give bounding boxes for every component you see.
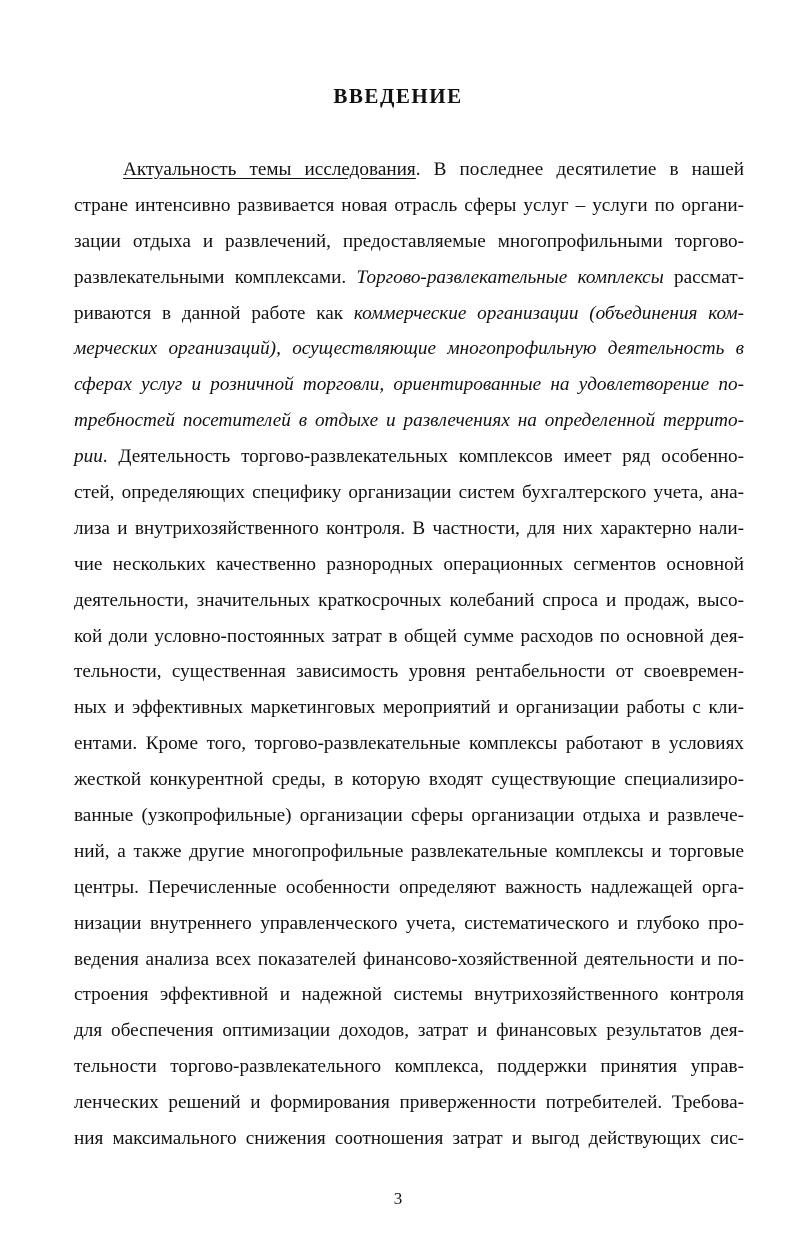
text-run: низации внутреннего управленческого учета, систематического и глубоко про- [74,912,744,934]
text-line [74,977,744,1013]
text-run: риваются в данной работе как [74,302,354,324]
italic-phrase: сферах услуг и розничной торговли, ориентированные на удовлетворение по- [74,374,744,396]
text-line [74,296,744,332]
text-run: ния максимального снижения соотношения затрат и выгод действующих сис- [74,1128,744,1150]
text-run: деятельности, значительных краткосрочных колебаний спроса и продаж, высо- [74,589,744,611]
text-line [74,367,744,403]
text-run: . Деятельность торгово-развлекательных комплексов имеет ряд особенно- [102,446,744,468]
text-line [74,260,744,296]
text-run: строения эффективной и надежной системы внутрихозяйственного контроля [74,984,744,1006]
text-line [74,1013,744,1049]
text-line [74,834,744,870]
text-run: чие нескольких качественно разнородных операционных сегментов основной [74,553,744,575]
text-line [74,439,744,475]
text-line [74,188,744,224]
text-line [74,690,744,726]
text-run: тельности, существенная зависимость уровня рентабельности от своевремен- [74,661,744,683]
text-line [74,906,744,942]
text-run: кой доли условно-постоянных затрат в общей сумме расходов по основной дея- [74,625,744,647]
text-line [74,1049,744,1085]
text-run: ведения анализа всех показателей финансово-хозяйственной деятельности и по- [74,948,744,970]
text-line [74,762,744,798]
italic-phrase: мерческих организаций), осуществляющие многопрофильную деятельность в [74,338,744,360]
text-line [74,619,744,655]
body-paragraph [74,152,744,1157]
text-run: . В последнее десятилетие в нашей [415,159,744,180]
text-run: ентами. Кроме того, торгово-развлекательные комплексы работают в условиях [74,733,744,755]
page-number: 3 [393,1189,403,1208]
italic-phrase: требностей посетителей в отдыхе и развлечениях на определенной террито- [74,410,744,432]
text-run: для обеспечения оптимизации доходов, затрат и финансовых результатов дея- [74,1020,744,1042]
italic-phrase: коммерческие организации (объединения ком- [353,302,744,324]
text-line [74,1121,744,1157]
italic-phrase: Торгово-развлекательные комплексы [356,266,664,288]
text-run: ванные (узкопрофильные) организации сферы организации отдыха и развлече- [74,805,744,827]
text-line [74,152,744,188]
text-line [74,942,744,978]
text-line [74,475,744,511]
text-line [74,547,744,583]
text-run: стей, определяющих специфику организации систем бухгалтерского учета, ана- [74,482,744,504]
text-run: ных и эффективных маркетинговых мероприятий и организации работы с кли- [74,697,744,719]
text-line [74,726,744,762]
text-line [74,798,744,834]
italic-phrase: рии [74,446,103,468]
section-heading: ВВЕДЕНИЕ [333,84,463,108]
text-line [74,331,744,367]
text-line [74,511,744,547]
text-run: ленческих решений и формирования приверженности потребителей. Требова- [74,1092,744,1114]
text-line [74,654,744,690]
text-line [74,583,744,619]
text-run: развлекательными комплексами. [74,266,357,288]
text-line [74,870,744,906]
text-run: стране интенсивно развивается новая отрасль сферы услуг – услуги по органи- [74,194,744,216]
text-run: лиза и внутрихозяйственного контроля. В частности, для них характерно нали- [74,517,744,539]
text-line [74,403,744,439]
underlined-phrase: Актуальность темы исследования [123,159,416,180]
text-run: зации отдыха и развлечений, предоставляемые многопрофильными торгово- [74,230,744,252]
text-run: центры. Перечисленные особенности определяют важность надлежащей орга- [74,876,744,898]
text-run: ний, а также другие многопрофильные развлекательные комплексы и торговые [74,840,744,862]
text-line [74,1085,744,1121]
text-run: жесткой конкурентной среды, в которую входят существующие специализиро- [74,769,744,791]
text-run: тельности торгово-развлекательного комплекса, поддержки принятия управ- [74,1056,744,1078]
text-run: рассмат- [663,266,744,288]
text-line [74,224,744,260]
